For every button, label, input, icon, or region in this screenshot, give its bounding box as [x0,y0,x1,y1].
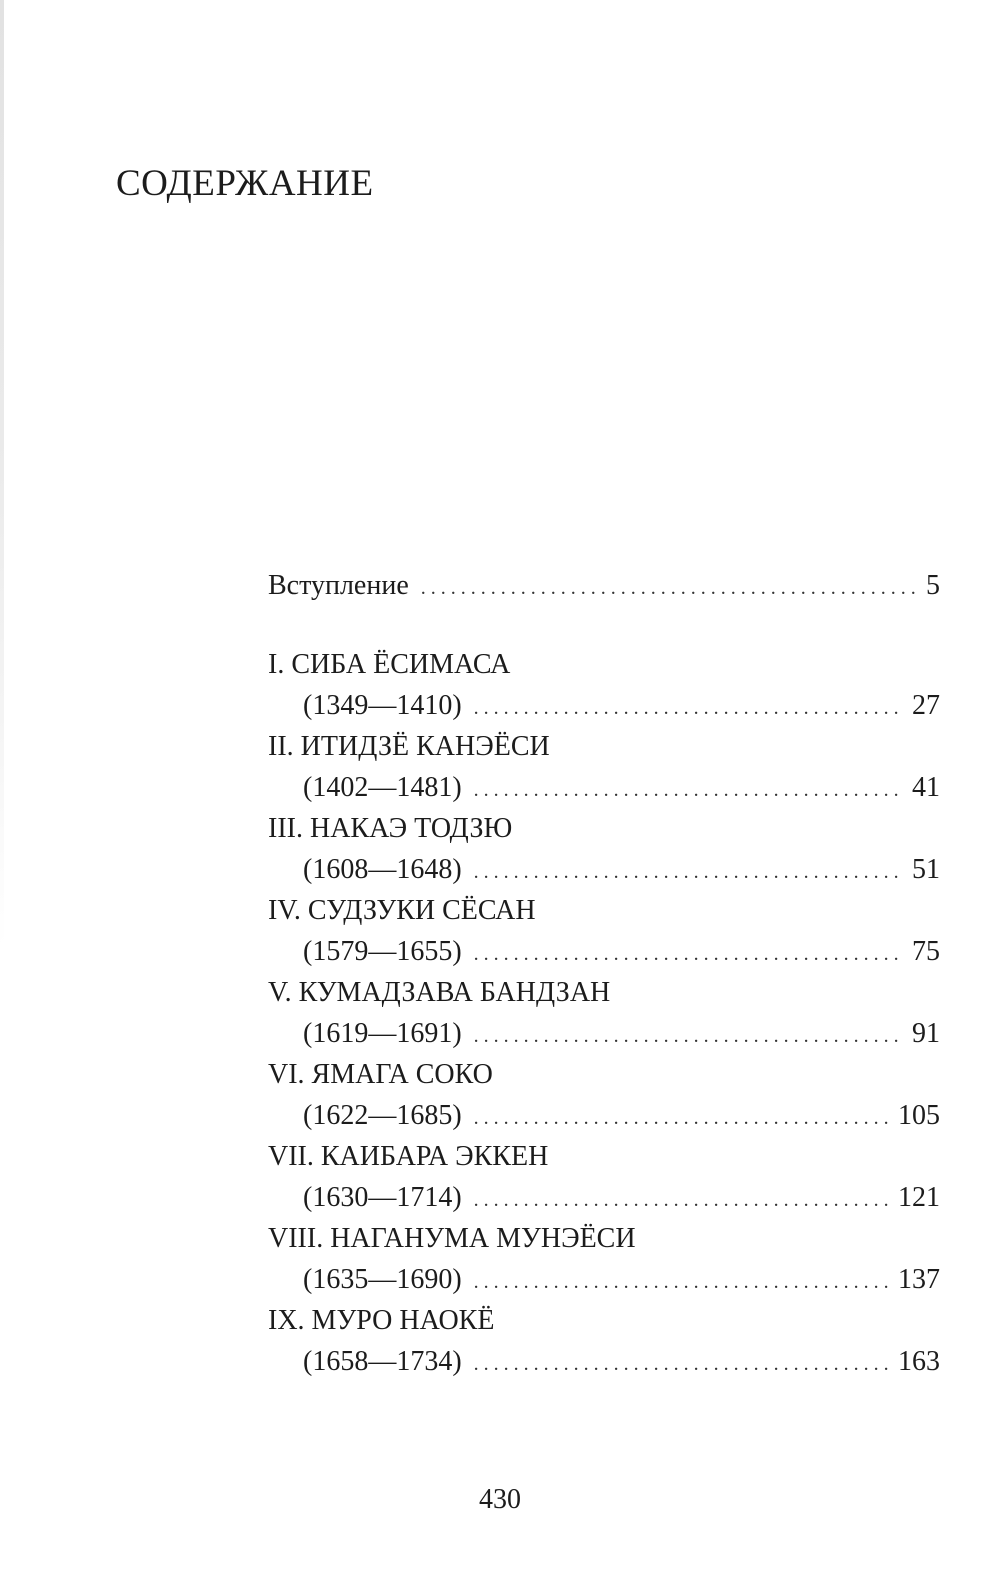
toc-chapter-title: VII. КАИБАРА ЭККЕН [268,1141,549,1172]
toc-chapter-title: II. ИТИДЗЁ КАНЭЁСИ [268,731,550,762]
page-title: СОДЕРЖАНИЕ [116,163,374,204]
toc-chapter-title: IV. СУДЗУКИ СЁСАН [268,895,536,926]
dot-leader [474,934,902,975]
toc-entry[interactable] [268,808,940,890]
toc-entry[interactable] [268,644,940,726]
toc-chapter-years-line [268,1341,940,1382]
dot-leader [474,1344,888,1385]
toc-entry-intro[interactable] [268,565,940,606]
dot-leader [474,1262,888,1303]
toc-chapter-years-line [268,1095,940,1136]
toc-chapter-years: (1658—1734) [303,1346,462,1377]
toc-page-number: 51 [912,854,940,885]
toc-page-number: 41 [912,772,940,803]
dot-leader [474,770,902,811]
toc-chapter-title: V. КУМАДЗАВА БАНДЗАН [268,977,611,1008]
page-number: 430 [479,1484,521,1515]
toc-chapter-years-line [268,1177,940,1218]
dot-leader [474,1098,888,1139]
toc-entry[interactable] [268,1136,940,1218]
dot-leader [474,1180,888,1221]
toc-chapter-years-line [268,767,940,808]
toc-chapter-years: (1622—1685) [303,1100,462,1131]
toc-entry[interactable] [268,1054,940,1136]
dot-leader [474,688,902,729]
toc-chapter-years: (1619—1691) [303,1018,462,1049]
toc-chapter-years-line [268,685,940,726]
toc-page-number: 163 [898,1346,940,1377]
toc-page-number: 75 [912,936,940,967]
toc-entry[interactable] [268,1218,940,1300]
toc-page-number: 105 [898,1100,940,1131]
toc-chapter-years-line [268,931,940,972]
toc-entry[interactable] [268,890,940,972]
toc-chapter-years: (1402—1481) [303,772,462,803]
toc-chapter-years-line [268,1013,940,1054]
dot-leader [474,852,902,893]
toc-chapter-title: VI. ЯМАГА СОКО [268,1059,493,1090]
toc-chapter-title: IX. МУРО НАОКЁ [268,1305,495,1336]
toc-page-number: 137 [898,1264,940,1295]
toc-chapter-years: (1349—1410) [303,690,462,721]
table-of-contents [268,565,940,1382]
dot-leader [421,568,916,609]
toc-chapter-years: (1630—1714) [303,1182,462,1213]
toc-chapter-years-line [268,1259,940,1300]
dot-leader [474,1016,902,1057]
toc-page-number: 5 [926,570,940,601]
page-edge-shadow [0,0,4,1579]
toc-chapter-title: I. СИБА ЁСИМАСА [268,649,511,680]
toc-chapter-years: (1579—1655) [303,936,462,967]
toc-page-number: 121 [898,1182,940,1213]
toc-page-number: 27 [912,690,940,721]
toc-chapter-years-line [268,849,940,890]
toc-entry-title: Вступление [268,570,409,601]
toc-entry[interactable] [268,1300,940,1382]
toc-entry[interactable] [268,726,940,808]
toc-chapter-title: III. НАКАЭ ТОДЗЮ [268,813,513,844]
toc-chapter-years: (1635—1690) [303,1264,462,1295]
toc-chapter-years: (1608—1648) [303,854,462,885]
toc-entry[interactable] [268,972,940,1054]
toc-page-number: 91 [912,1018,940,1049]
toc-chapter-title: VIII. НАГАНУМА МУНЭЁСИ [268,1223,636,1254]
